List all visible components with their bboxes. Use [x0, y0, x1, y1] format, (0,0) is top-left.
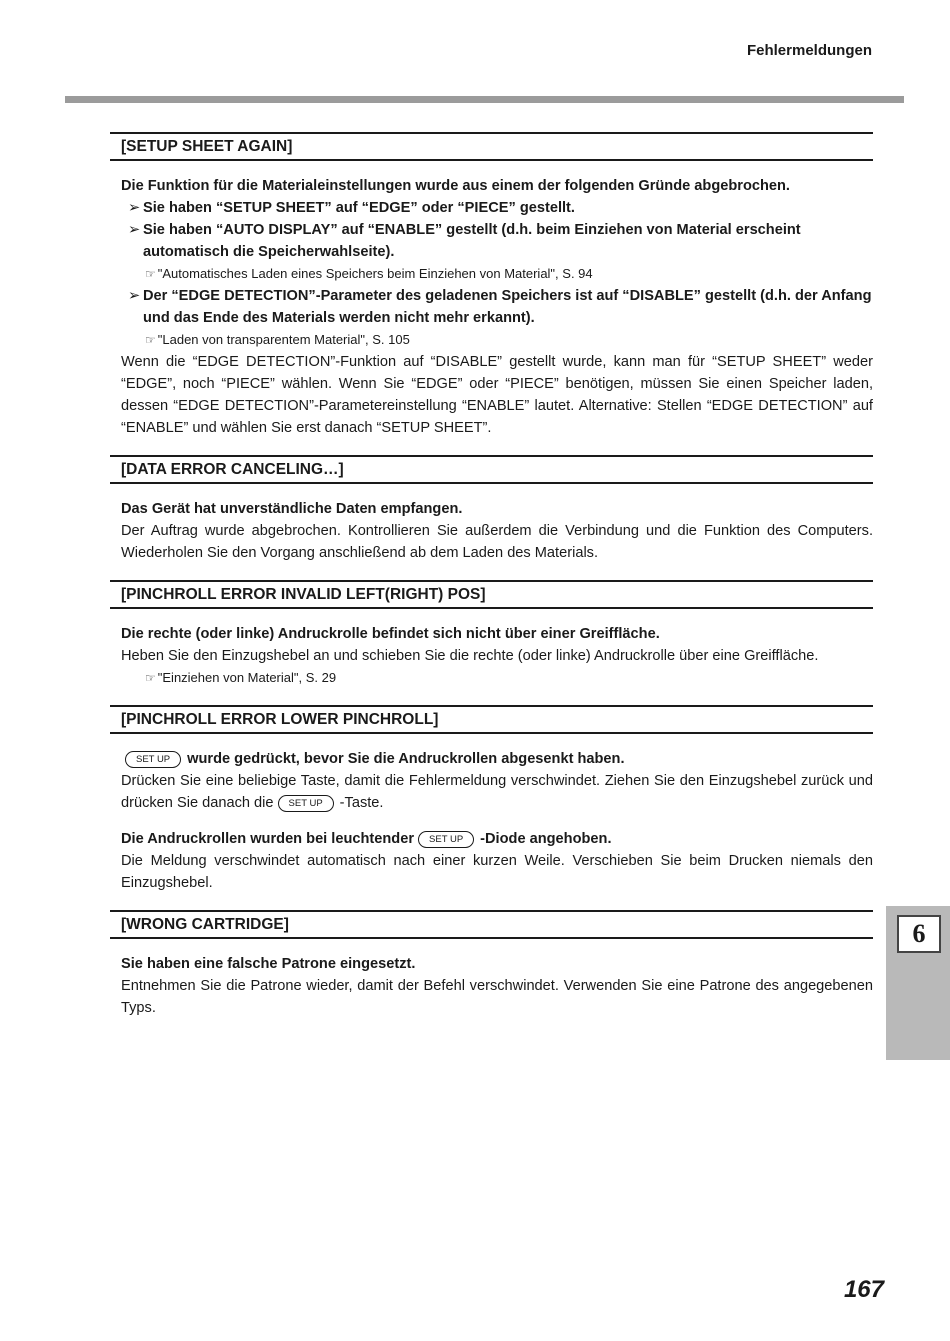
cross-reference: ☞ "Einziehen von Material", S. 29 — [145, 670, 337, 685]
pointing-hand-icon: ☞ — [145, 333, 156, 347]
section-lead: Die Funktion für die Materialeinstellungen wurde aus einem der folgenden Gründe abgebrochen. — [121, 178, 790, 194]
section-heading: [WRONG CARTRIDGE] — [110, 910, 873, 939]
section-body: Der Auftrag wurde abgebrochen. Kontrollieren Sie außerdem die Verbindung und die Funktion des Computers. Wiederholen Sie den Vorgang anschließend ab dem Laden des Materials. — [121, 523, 873, 561]
section-wrong-cartridge — [121, 910, 873, 1019]
section-setup-sheet-again — [121, 132, 873, 439]
section-heading: [PINCHROLL ERROR LOWER PINCHROLL] — [110, 705, 873, 734]
section-heading: [SETUP SHEET AGAIN] — [110, 132, 873, 161]
section-lead: Sie haben eine falsche Patrone eingesetzt. — [121, 956, 416, 972]
section-lead: Die Andruckrollen wurden bei leuchtender SET UP -Diode angehoben. — [121, 831, 612, 847]
running-header: Fehlermeldungen — [746, 42, 872, 59]
section-lead: Die rechte (oder linke) Andruckrolle befindet sich nicht über einer Greiffläche. — [121, 626, 660, 642]
page-content — [121, 132, 873, 1035]
bullet-item: ➢ Sie haben “SETUP SHEET” auf “EDGE” oder “PIECE” gestellt. — [121, 197, 873, 219]
chapter-tab — [886, 906, 950, 1060]
section-pinchroll-lower — [121, 705, 873, 894]
pointing-hand-icon: ☞ — [145, 671, 156, 685]
bullet-item: ➢ Sie haben “AUTO DISPLAY” auf “ENABLE” gestellt (d.h. beim Einziehen von Material erscheint automatisch die Speicherwahlseite). — [121, 219, 873, 263]
section-body: Drücken Sie eine beliebige Taste, damit die Fehlermeldung verschwindet. Ziehen Sie den Einzugshebel zurück und drücken Sie danach die SET UP -Taste. — [121, 773, 873, 811]
section-data-error-canceling — [121, 455, 873, 564]
setup-key-icon: SET UP — [418, 831, 474, 848]
bullet-marker-icon: ➢ — [128, 200, 141, 216]
header-rule — [65, 96, 904, 103]
spacer — [121, 814, 873, 828]
setup-key-icon: SET UP — [125, 751, 181, 768]
section-body: Die Meldung verschwindet automatisch nach einer kurzen Weile. Verschieben Sie beim Drucken niemals den Einzugshebel. — [121, 853, 873, 891]
section-lead: SET UP wurde gedrückt, bevor Sie die Andruckrollen abgesenkt haben. — [121, 748, 873, 770]
section-body: Heben Sie den Einzugshebel an und schieben Sie die rechte (oder linke) Andruckrolle über eine Greiffläche. — [121, 648, 819, 664]
pointing-hand-icon: ☞ — [145, 267, 156, 281]
setup-key-icon: SET UP — [278, 795, 334, 812]
bullet-marker-icon: ➢ — [128, 222, 141, 238]
section-body: Wenn die “EDGE DETECTION”-Funktion auf “DISABLE” gestellt wurde, kann man für “SETUP SHEET” weder “EDGE”, noch “PIECE” wählen. Wenn Sie “EDGE” oder “PIECE” benötigen, müssen Sie einen Speicher laden, dessen “EDGE DETECTION”-Parametereinstellung “ENABLE” lautet. Alternative: Stellen “EDGE DETECTION” auf “ENABLE” und wählen Sie erst danach “SETUP SHEET”. — [121, 354, 873, 436]
bullet-item: ➢ Der “EDGE DETECTION”-Parameter des geladenen Speichers ist auf “DISABLE” gestellt (d.h. der Anfang und das Ende des Materials werden nicht mehr erkannt). — [121, 285, 873, 329]
section-heading: [DATA ERROR CANCELING…] — [110, 455, 873, 484]
bullet-marker-icon: ➢ — [128, 288, 141, 304]
section-lead: Das Gerät hat unverständliche Daten empfangen. — [121, 501, 463, 517]
cross-reference: ☞ "Laden von transparentem Material", S. 105 — [145, 332, 410, 347]
section-pinchroll-invalid-pos — [121, 580, 873, 689]
section-heading: [PINCHROLL ERROR INVALID LEFT(RIGHT) POS] — [110, 580, 873, 609]
page-number: 167 — [843, 1276, 884, 1303]
section-body: Entnehmen Sie die Patrone wieder, damit der Befehl verschwindet. Verwenden Sie eine Patrone des angegebenen Typs. — [121, 978, 873, 1016]
chapter-number: 6 — [897, 915, 941, 953]
cross-reference: ☞ "Automatisches Laden eines Speichers beim Einziehen von Material", S. 94 — [145, 266, 593, 281]
